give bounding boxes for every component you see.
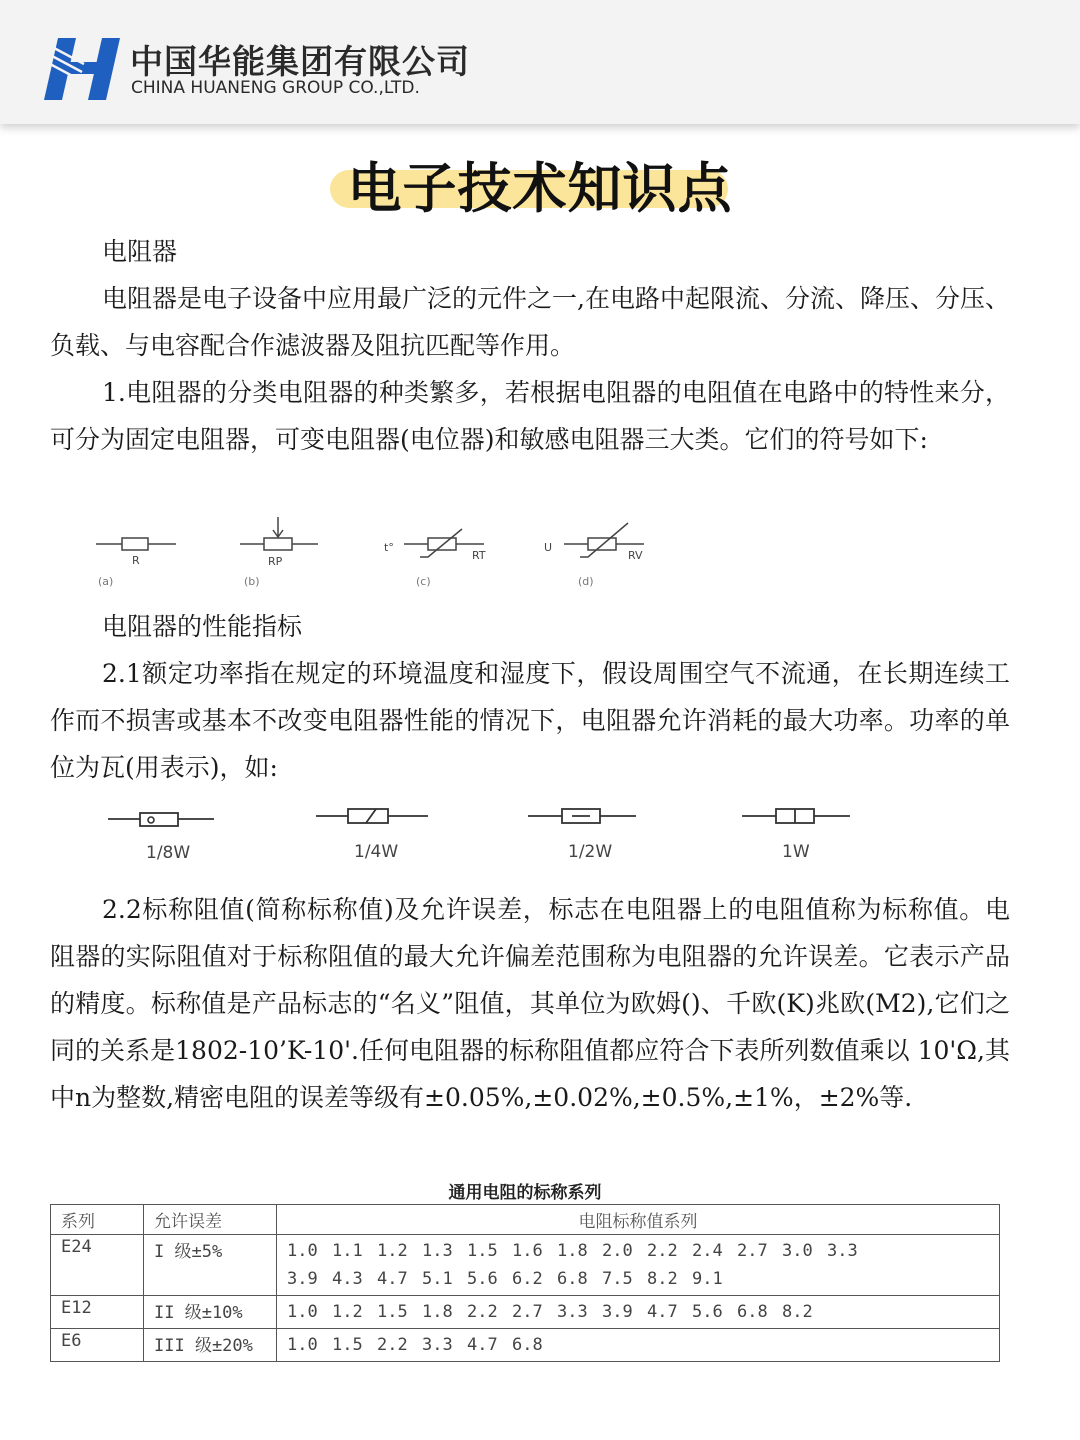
paragraph-intro: 电阻器是电子设备中应用最广泛的元件之一,在电路中起限流、分流、降压、分压、负载、与电容配合作滤波器及阻抗匹配等作用。 (50, 284, 1010, 360)
tolerance-cell: II 级±10% (144, 1296, 277, 1329)
table-header-row (51, 1205, 1000, 1235)
table-header-cell: 允许误差 (144, 1205, 277, 1235)
page-title: 电子技术知识点 (347, 156, 733, 220)
symbol-mark: RV (628, 549, 643, 562)
value: 3.3 (557, 1302, 588, 1322)
value: 8.2 (647, 1269, 678, 1289)
value: 2.2 (647, 1241, 678, 1261)
value: 2.0 (602, 1241, 633, 1261)
value: 2.7 (737, 1241, 768, 1261)
symbol-fixed-resistor (92, 515, 182, 594)
value: 1.3 (422, 1241, 453, 1261)
value: 3.3 (827, 1241, 858, 1261)
section-heading-performance: 电阻器的性能指标 (102, 612, 303, 641)
value: 3.9 (602, 1302, 633, 1322)
values-cell (277, 1296, 1000, 1329)
nominal-series-table (50, 1204, 1000, 1362)
value: 1.8 (422, 1302, 453, 1322)
values-line (287, 1237, 989, 1265)
tolerance-cell: I 级±5% (144, 1235, 277, 1296)
value: 2.2 (467, 1302, 498, 1322)
values-cell (277, 1235, 1000, 1296)
symbol-thermistor (380, 515, 495, 594)
value: 6.8 (512, 1335, 543, 1355)
power-symbol-quarter-watt (312, 800, 432, 874)
paragraph-rated-power: 2.1额定功率指在规定的环境温度和湿度下，假设周围空气不流通，在长期连续工作而不损害或基本不改变电阻器性能的情况下，电阻器允许消耗的最大功率。功率的单位为瓦(用表示)，如: (50, 659, 1010, 782)
company-name-en: CHINA HUANENG GROUP CO.,LTD. (131, 78, 420, 98)
power-label: 1/8W (146, 843, 191, 863)
value: 5.6 (692, 1302, 723, 1322)
value: 3.9 (287, 1269, 318, 1289)
value: 6.2 (512, 1269, 543, 1289)
value: 1.0 (287, 1302, 318, 1322)
paragraph-classification: 1.电阻器的分类电阻器的种类繁多，若根据电阻器的电阻值在电路中的特性来分，可分为固定电阻器，可变电阻器(电位器)和敏感电阻器三大类。它们的符号如下: (50, 378, 1010, 454)
symbol-prefix: U (544, 541, 553, 554)
title-block (0, 140, 1080, 220)
symbol-mark: R (132, 554, 140, 567)
symbol-potentiometer (236, 515, 326, 594)
value: 9.1 (692, 1269, 723, 1289)
value: 2.4 (692, 1241, 723, 1261)
values-line (287, 1331, 989, 1359)
symbol-caption: (d) (578, 575, 594, 588)
power-symbol-one-watt (740, 800, 855, 874)
value: 1.5 (377, 1302, 408, 1322)
value: 1.5 (332, 1335, 363, 1355)
series-cell: E12 (51, 1296, 144, 1329)
value: 6.8 (557, 1269, 588, 1289)
value: 3.0 (782, 1241, 813, 1261)
value: 1.1 (332, 1241, 363, 1261)
value: 1.8 (557, 1241, 588, 1261)
value: 2.7 (512, 1302, 543, 1322)
paragraph-nominal-resistance: 2.2标称阻值(简称标称值)及允许误差，标志在电阻器上的电阻值称为标称值。电阻器的实际阻值对于标称阻值的最大允许偏差范围称为电阻器的允许误差。它表示产品的精度。标称值是产品标志的“名义”阻值，其单位为欧姆()、千欧(K)兆欧(M2),它们之同的关系是1802-10’K-10'.任何电阻器的标称阻值都应符合下表所列数值乘以 10'Ω,其中n为整数,精密电阻的误差等级有±0.05%,±0.02%,±0.5%,±1%，±2%等. (50, 895, 1010, 1112)
tolerance-cell: III 级±20% (144, 1329, 277, 1362)
value: 1.6 (512, 1241, 543, 1261)
value: 4.7 (647, 1302, 678, 1322)
value: 6.8 (737, 1302, 768, 1322)
section-heading-resistor: 电阻器 (102, 237, 178, 266)
value: 1.0 (287, 1241, 318, 1261)
symbol-varistor (540, 515, 655, 594)
value: 1.5 (467, 1241, 498, 1261)
power-symbol-eighth-watt (104, 800, 219, 874)
table-header-cell: 电阻标称值系列 (277, 1205, 1000, 1235)
symbol-caption: (b) (244, 575, 260, 588)
company-header (0, 0, 1080, 124)
value: 1.2 (377, 1241, 408, 1261)
symbol-caption: (a) (98, 575, 114, 588)
value: 2.2 (377, 1335, 408, 1355)
series-cell: E6 (51, 1329, 144, 1362)
huaneng-logo-icon (44, 38, 122, 100)
value: 4.7 (467, 1335, 498, 1355)
value: 8.2 (782, 1302, 813, 1322)
value: 3.3 (422, 1335, 453, 1355)
symbol-mark: RT (472, 549, 486, 562)
symbol-mark: RP (268, 555, 283, 568)
values-cell (277, 1329, 1000, 1362)
value: 1.0 (287, 1335, 318, 1355)
power-label: 1/4W (354, 842, 399, 862)
symbol-caption: (c) (416, 575, 431, 588)
value: 5.1 (422, 1269, 453, 1289)
power-label: 1W (782, 842, 810, 862)
table-title: 通用电阻的标称系列 (448, 1183, 602, 1203)
table-row (51, 1296, 1000, 1329)
power-label: 1/2W (568, 842, 613, 862)
series-cell: E24 (51, 1235, 144, 1296)
power-symbol-half-watt (526, 800, 641, 874)
value: 7.5 (602, 1269, 633, 1289)
table-row (51, 1329, 1000, 1362)
symbol-prefix: t° (384, 541, 394, 554)
values-line (287, 1265, 989, 1293)
table-header-cell: 系列 (51, 1205, 144, 1235)
value: 1.2 (332, 1302, 363, 1322)
table-row (51, 1235, 1000, 1296)
company-name-cn: 中国华能集团有限公司 (130, 42, 470, 81)
value: 4.7 (377, 1269, 408, 1289)
value: 4.3 (332, 1269, 363, 1289)
values-line (287, 1298, 989, 1326)
value: 5.6 (467, 1269, 498, 1289)
